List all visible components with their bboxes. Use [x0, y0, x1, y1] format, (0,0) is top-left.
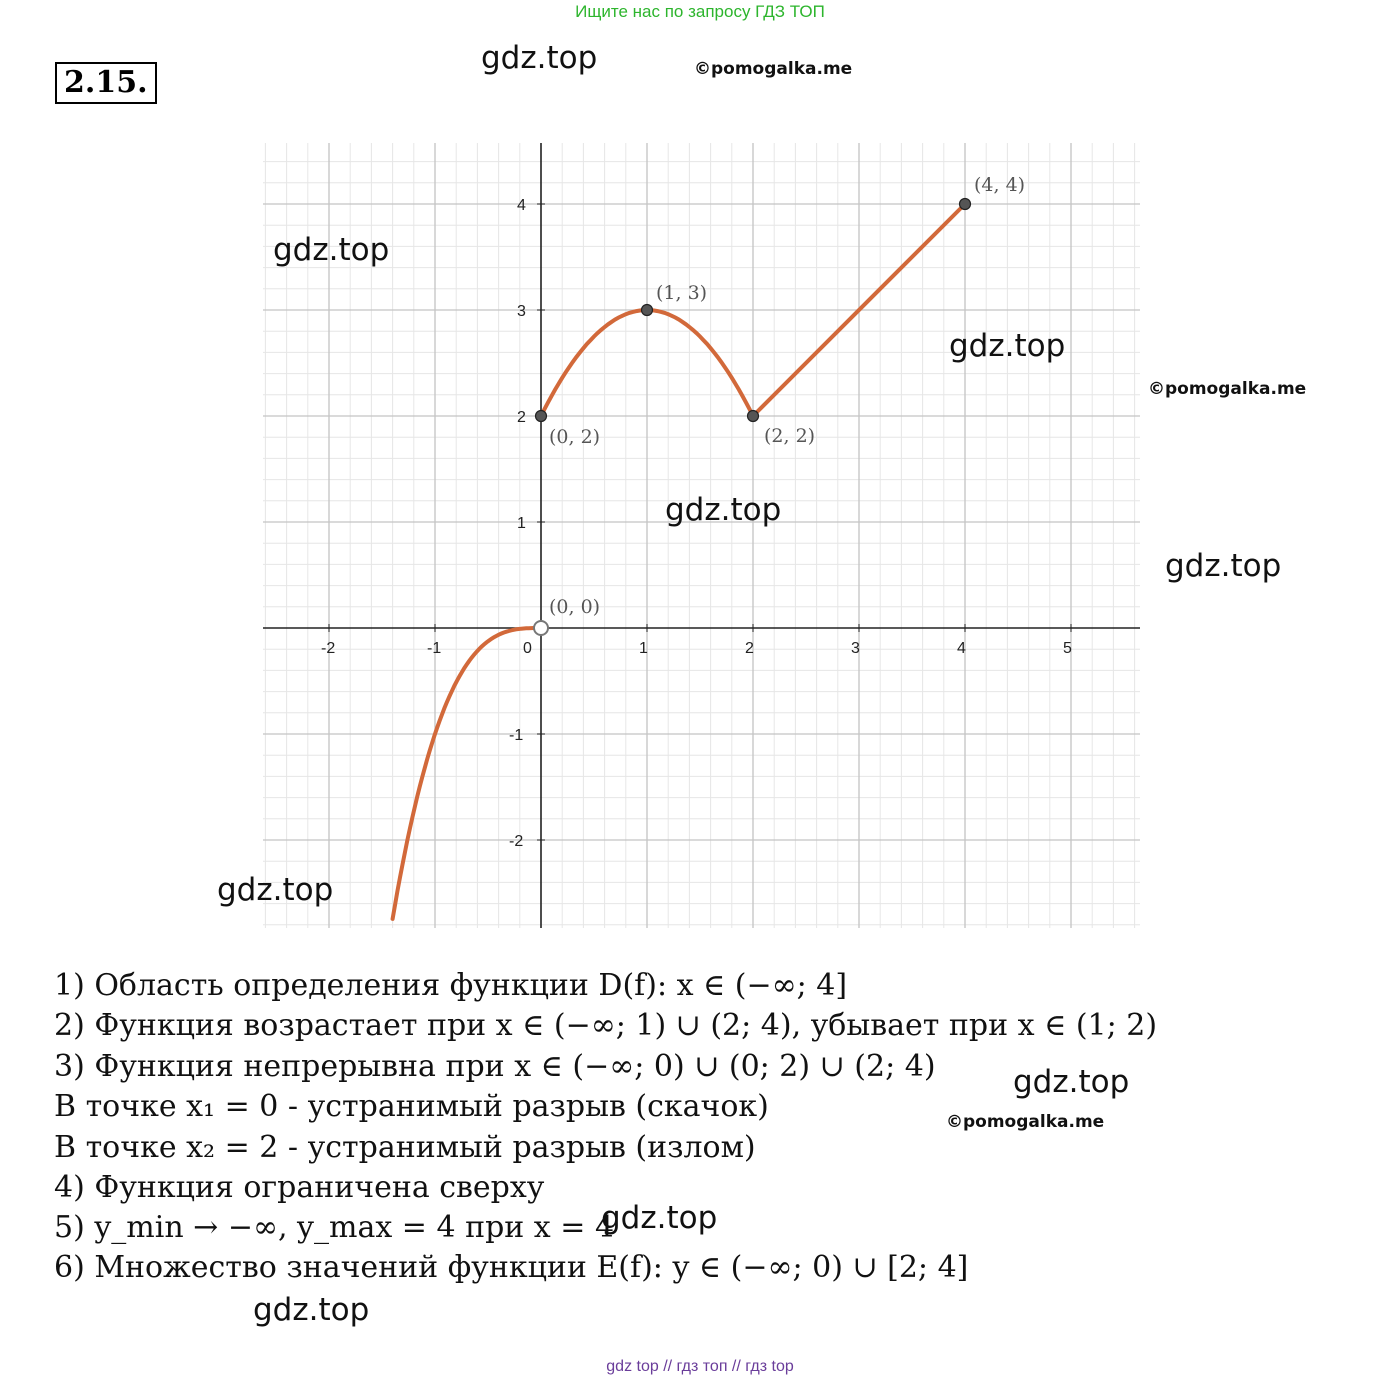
minor-grid [263, 143, 1140, 928]
y-tick-label: 2 [517, 409, 526, 426]
x-tick-label: 4 [957, 640, 966, 657]
x-tick-label: 2 [745, 640, 754, 657]
solution-line: 4) Функция ограничена сверху [54, 1170, 545, 1205]
solution-line: 2) Функция возрастает при x ∈ (−∞; 1) ∪ (2; 4), убывает при x ∈ (1; 2) [54, 1008, 1158, 1043]
filled-point [748, 411, 759, 422]
y-tick-label: 1 [517, 515, 526, 532]
footer-links: gdz top // гдз топ // гдз top [606, 1358, 794, 1375]
point-label: (4, 4) [974, 174, 1026, 196]
x-tick-labels [321, 640, 1072, 657]
search-banner: Ищите нас по запросу ГДЗ ТОП [575, 2, 825, 21]
solution-line: В точке x₁ = 0 - устранимый разрыв (скачок) [54, 1089, 769, 1124]
copyright-mark: ©pomogalka.me [694, 59, 853, 79]
watermark: gdz.top [601, 1200, 718, 1236]
function-curve [393, 204, 965, 919]
watermark: gdz.top [481, 40, 598, 76]
axes [263, 143, 1140, 928]
filled-point [642, 305, 653, 316]
task-number: 2.15. [55, 62, 157, 104]
solution-line: 1) Область определения функции D(f): x ∈ (−∞; 4] [54, 968, 848, 1003]
point-label: (1, 3) [656, 282, 708, 304]
copyright-mark: ©pomogalka.me [946, 1112, 1105, 1132]
point-labels [549, 174, 1025, 618]
filled-point [536, 411, 547, 422]
point-label: (0, 0) [549, 596, 601, 618]
watermark: gdz.top [253, 1292, 370, 1328]
y-tick-label: -2 [509, 833, 524, 850]
watermark: gdz.top [665, 492, 782, 528]
y-tick-label: 3 [517, 303, 526, 320]
solution-line: В точке x₂ = 2 - устранимый разрыв (излом) [54, 1130, 756, 1165]
curve-branch-cubic [393, 628, 541, 919]
copyright-mark: ©pomogalka.me [1148, 379, 1307, 399]
solution-line: 5) y_min → −∞, y_max = 4 при x = 4 [54, 1210, 615, 1245]
x-tick-label: 3 [851, 640, 860, 657]
watermark: gdz.top [217, 872, 334, 908]
watermark: gdz.top [1013, 1064, 1130, 1100]
watermark: gdz.top [1165, 548, 1282, 584]
x-tick-label: -1 [427, 640, 442, 657]
solution-line: 3) Функция непрерывна при x ∈ (−∞; 0) ∪ (0; 2) ∪ (2; 4) [54, 1049, 936, 1084]
x-tick-label: 5 [1063, 640, 1072, 657]
x-tick-label: 0 [523, 640, 532, 657]
watermark: gdz.top [949, 328, 1066, 364]
y-tick-label: -1 [509, 727, 524, 744]
point-label: (0, 2) [549, 426, 601, 448]
x-tick-label: -2 [321, 640, 336, 657]
filled-point [960, 199, 971, 210]
y-tick-label: 4 [517, 197, 526, 214]
open-point [534, 621, 548, 635]
solution-line: 6) Множество значений функции E(f): y ∈ (−∞; 0) ∪ [2; 4] [54, 1250, 969, 1285]
point-label: (2, 2) [764, 425, 816, 447]
y-tick-labels [509, 197, 526, 850]
major-grid [263, 143, 1140, 928]
x-tick-label: 1 [639, 640, 648, 657]
watermark: gdz.top [273, 232, 390, 268]
